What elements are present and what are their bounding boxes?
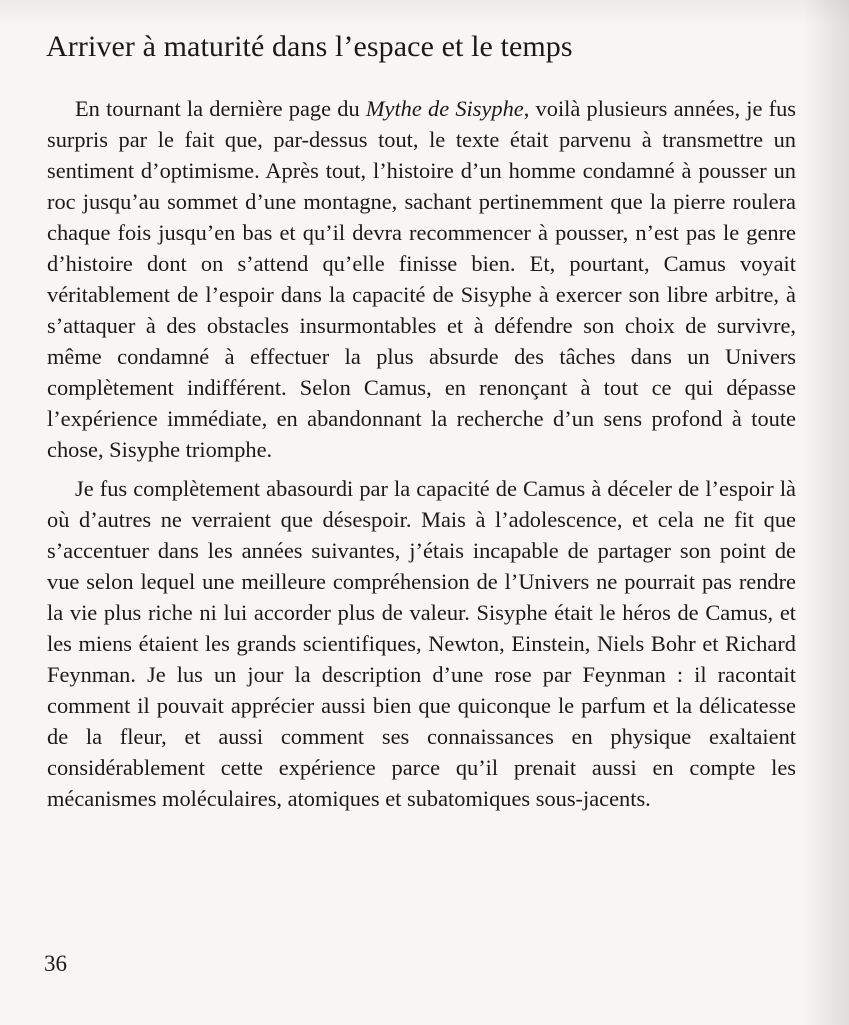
paragraph-1-start: En tournant la dernière page du: [75, 96, 366, 121]
paragraph-1: [47, 93, 796, 465]
paragraph-2: Je fus complètement abasourdi par la capacité de Camus à déceler de l’espoir là où d’autres ne verraient que désespoir. Mais à l’adolescence, et cela ne fit que s’accentuer dans les années suivantes, j’étais incapable de partager son point de vue selon lequel une meilleure compréhension de l’Univers ne pourrait pas rendre la vie plus riche ni lui accorder plus de valeur. Sisyphe était le héros de Camus, et les miens étaient les grands scientifiques, Newton, Einstein, Niels Bohr et Richard Feynman. Je lus un jour la description d’une rose par Feynman : il racontait comment il pouvait apprécier aussi bien que quiconque le parfum et la délicatesse de la fleur, et aussi comment ses connaissances en physique exaltaient considérablement cette expérience parce qu’il prenait aussi en compte les mécanismes moléculaires, atomiques et subatomiques sous-jacents.: [47, 476, 796, 811]
body-text: [47, 93, 796, 814]
paragraph-1-rest: , voilà plusieurs années, je fus surpris par le fait que, par-dessus tout, le texte était parvenu à transmettre un sentiment d’optimisme. Après tout, l’histoire d’un homme condamné à pousser un roc jusqu’au sommet d’une montagne, sachant pertinemment que la pierre roulera chaque fois jusqu’en bas et qu’il devra recommencer à pousser, n’est pas le genre d’histoire dont on s’attend qu’elle finisse bien. Et, pourtant, Camus voyait véritablement de l’espoir dans la capacité de Sisyphe à exercer son libre arbitre, à s’attaquer à des obstacles insurmontables et à défendre son choix de survivre, même condamné à effectuer la plus absurde des tâches dans un Univers complètement indifférent. Selon Camus, en renonçant à tout ce qui dépasse l’expérience immédiate, en abandonnant la recherche d’un sens profond à toute chose, Sisyphe triomphe.: [47, 96, 797, 462]
previous-page-bleed: [0, 0, 849, 26]
spine-shadow: [803, 0, 849, 1025]
book-title-italic: Mythe de Sisyphe: [365, 96, 524, 121]
chapter-title: Arriver à maturité dans l’espace et le temps: [46, 30, 573, 63]
page-number: 36: [44, 951, 67, 976]
